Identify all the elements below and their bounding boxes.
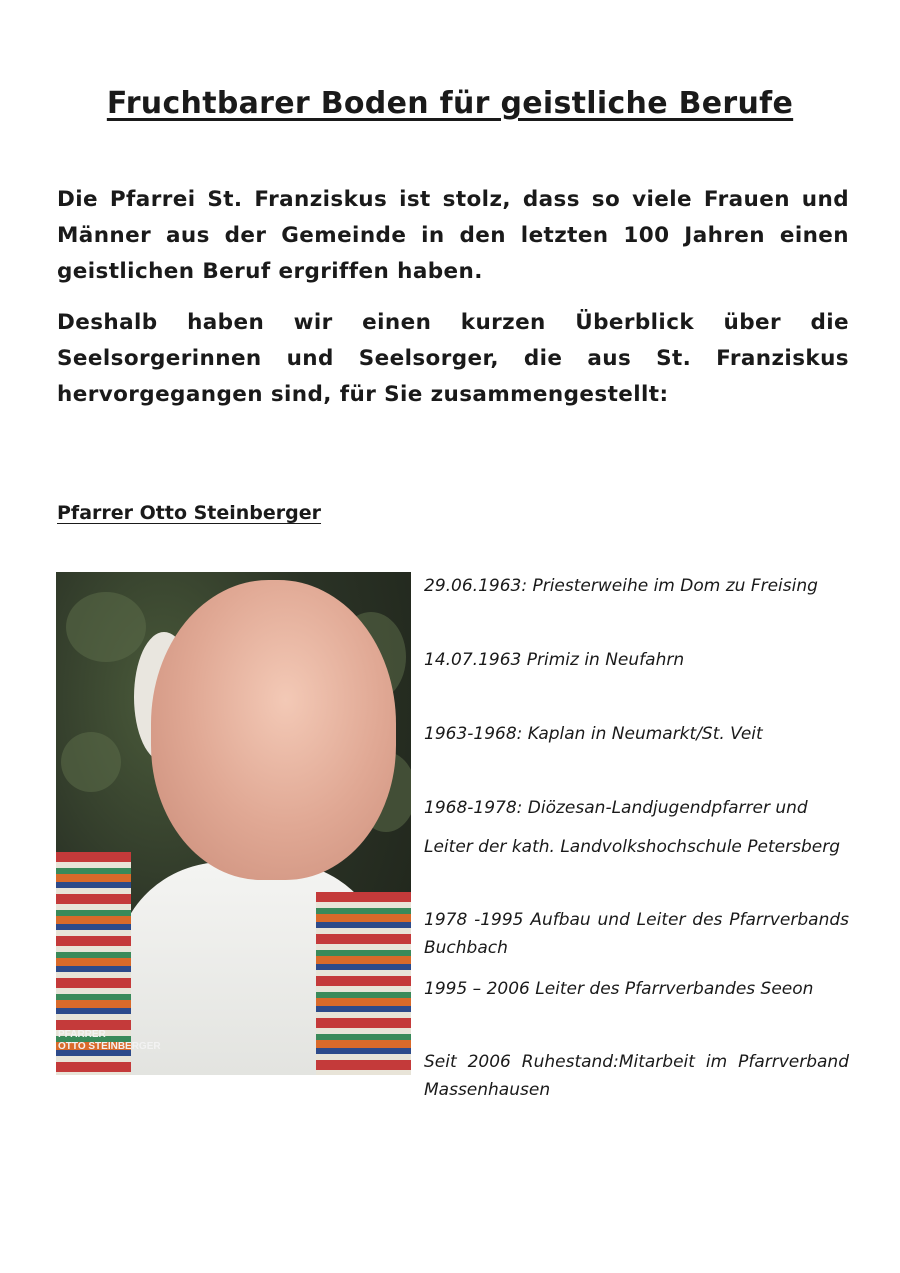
portrait-photo bbox=[56, 572, 411, 1075]
photo-caption-line-1: PFARRER bbox=[58, 1029, 106, 1040]
timeline-entry-primiz: 14.07.1963 Primiz in Neufahrn bbox=[424, 650, 685, 670]
timeline-entry-landjugend: 1968-1978: Diözesan-Landjugendpfarrer und bbox=[424, 798, 808, 818]
timeline-entry-ruhestand: Seit 2006 Ruhestand:Mitarbeit im Pfarrverband Massenhausen bbox=[424, 1052, 849, 1100]
page-title: Fruchtbarer Boden für geistliche Berufe bbox=[106, 86, 794, 121]
intro-paragraph-2: Deshalb haben wir einen kurzen Überblick über die Seelsorgerinnen und Seelsorger, die aus St. Franziskus hervorgegangen sind, für Sie zusammengestellt: bbox=[57, 310, 849, 407]
timeline-entry-buchbach: 1978 -1995 Aufbau und Leiter des Pfarrverbands Buchbach bbox=[424, 910, 849, 958]
intro-paragraph-1: Die Pfarrei St. Franziskus ist stolz, dass so viele Frauen und Männer aus der Gemeinde in den letzten 100 Jahren einen geistlichen Beruf ergriffen haben. bbox=[57, 187, 849, 284]
timeline-entry-seeon: 1995 – 2006 Leiter des Pfarrverbandes Seeon bbox=[424, 979, 814, 999]
photo-caption-line-2: OTTO STEINBERGER bbox=[58, 1041, 161, 1052]
person-heading: Pfarrer Otto Steinberger bbox=[57, 502, 322, 524]
timeline-entry-ordination: 29.06.1963: Priesterweihe im Dom zu Freising bbox=[424, 576, 818, 596]
photo-caption bbox=[58, 1029, 161, 1053]
timeline-entry-landvolkshochschule: Leiter der kath. Landvolkshochschule Petersberg bbox=[424, 837, 841, 857]
timeline-entry-kaplan: 1963-1968: Kaplan in Neumarkt/St. Veit bbox=[424, 724, 763, 744]
